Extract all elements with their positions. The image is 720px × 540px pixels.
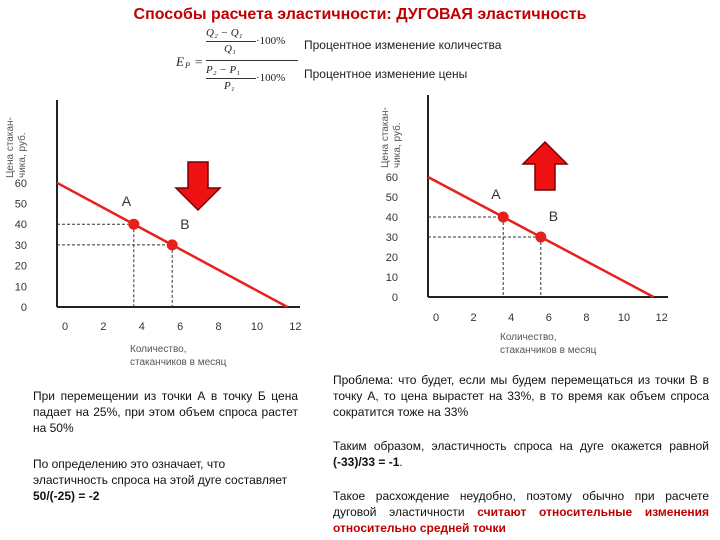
chart1-x-axis-label: Количество, — [130, 344, 187, 355]
chart1-point-label-A: A — [121, 193, 132, 210]
chart2-x-tick-label: 2 — [470, 312, 477, 324]
chart2-y-tick-label: 40 — [385, 212, 398, 224]
left-paragraph-2-result: 50/(-25) = -2 — [33, 489, 100, 503]
chart2-y-tick-label: 0 — [391, 292, 398, 304]
chart2-y-tick-label: 60 — [385, 172, 398, 184]
chart2-y-axis-label: Цена стакан- — [380, 107, 391, 168]
chart2-x-axis-label: стаканчиков в месяц — [500, 345, 597, 356]
chart2-x-tick-label: 12 — [655, 312, 668, 324]
formula-equals: = — [195, 54, 203, 69]
chart1-y-tick-label: 0 — [20, 302, 27, 314]
formula-numerator-percent: ·100% — [256, 35, 286, 47]
chart1-y-axis-label: чика, руб. — [17, 132, 28, 178]
chart1-x-tick-label: 0 — [61, 321, 69, 333]
right-paragraph-3 — [333, 488, 709, 536]
chart1-y-tick-label: 60 — [14, 177, 27, 190]
formula-label-quantity: Процентное изменение количества — [304, 38, 502, 52]
chart1-x-tick-label: 10 — [250, 321, 264, 333]
chart2-point-A — [498, 212, 509, 223]
chart1-x-tick-label: 2 — [100, 321, 107, 333]
formula-numerator-bottom: Q₁ — [224, 43, 236, 55]
left-paragraph-2-text: По определению это означает, что эластичность спроса на этой дуге составляет — [33, 457, 288, 487]
formula-lhs: E — [176, 54, 184, 69]
formula-denominator-bottom: P₁ — [224, 80, 235, 92]
chart1-direction-arrow-icon — [176, 162, 220, 210]
chart1-y-tick-label: 30 — [14, 239, 27, 252]
chart2-x-tick-label: 4 — [508, 312, 515, 324]
chart2-y-axis-label: чика, руб. — [392, 122, 403, 168]
formula-label-price: Процентное изменение цены — [304, 67, 468, 81]
right-paragraph-3-emphasis: считают относительные изменения относительно средней точки — [333, 505, 709, 535]
chart1-x-tick-label: 6 — [177, 321, 184, 333]
chart2-point-label-B: B — [548, 208, 559, 224]
chart1-point-label-B: B — [180, 215, 190, 232]
chart2-x-tick-label: 6 — [545, 312, 552, 324]
chart1-y-tick-label: 40 — [14, 219, 27, 232]
chart1-y-tick-label: 50 — [14, 198, 27, 211]
formula-denominator-percent: ·100% — [256, 72, 286, 84]
chart1-x-tick-label: 12 — [289, 321, 302, 333]
formula-denominator-top: P₂ − P₁ — [206, 64, 241, 76]
chart2-x-tick-label: 10 — [617, 312, 631, 324]
formula-lhs-subscript: P — [185, 61, 190, 70]
chart2-x-tick-label: 8 — [583, 312, 590, 324]
chart2-x-axis-label: Количество, — [500, 332, 557, 343]
right-paragraph-2 — [333, 438, 709, 470]
chart1-point-A — [128, 219, 139, 230]
chart1-x-tick-label: 8 — [215, 321, 222, 333]
chart1-y-axis-label: Цена стакан- — [5, 117, 16, 178]
right-paragraph-3-text: Такое расхождение неудобно, поэтому обычно при расчете дуговой эластичности — [333, 489, 709, 519]
chart2-x-tick-label: 0 — [432, 312, 440, 324]
right-paragraph-2-end: . — [399, 455, 403, 469]
chart1-x-axis-label: стаканчиков в месяц — [130, 357, 227, 368]
chart2-y-tick-label: 20 — [385, 252, 398, 264]
chart1-y-tick-label: 10 — [14, 281, 27, 294]
chart2-point-label-A: A — [491, 186, 501, 202]
right-paragraph-2-text: Таким образом, эластичность спроса на дуге окажется равной — [333, 439, 709, 453]
left-paragraph-1: При перемещении из точки А в точку Б цена падает на 25%, при этом объем спроса растет на 50% — [33, 389, 298, 435]
chart2-direction-arrow-icon — [523, 142, 567, 190]
chart1-y-tick-label: 20 — [14, 260, 27, 273]
right-paragraph-2-result: (-33)/33 = -1 — [333, 455, 400, 469]
chart2-y-tick-label: 10 — [385, 272, 398, 284]
page-title: Способы расчета эластичности: ДУГОВАЯ эластичность — [133, 6, 587, 23]
formula-numerator-top: Q₂ − Q₁ — [206, 27, 243, 39]
left-paragraph-2 — [33, 456, 298, 504]
chart2-y-tick-label: 50 — [385, 192, 398, 204]
chart2-point-B — [535, 232, 546, 243]
right-paragraph-1: Проблема: что будет, если мы будем перемещаться из точки В в точку А, то цена вырастет на 33%, в то время как объем спроса сократится тоже на 33% — [333, 373, 709, 419]
chart1-x-tick-label: 4 — [138, 321, 145, 333]
chart2-y-tick-label: 30 — [385, 232, 398, 244]
chart1-point-B — [167, 239, 178, 250]
